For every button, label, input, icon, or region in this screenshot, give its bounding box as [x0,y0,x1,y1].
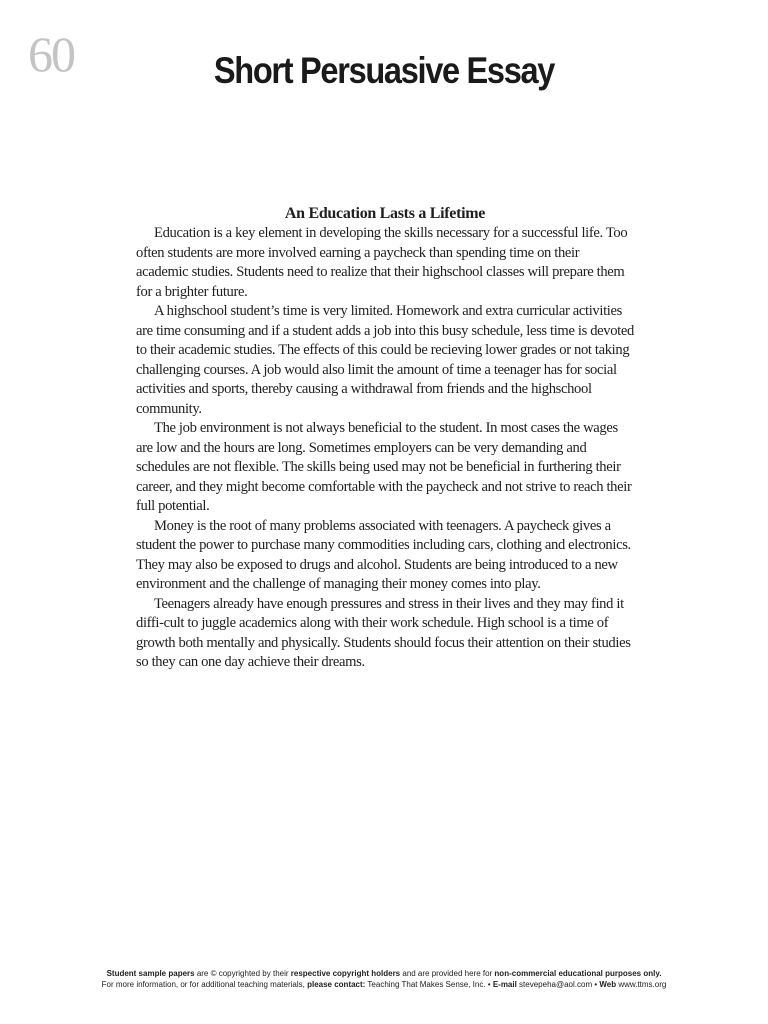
essay-paragraph-2: A highschool student’s time is very limited. Homework and extra curricular activities are time consuming and if a student adds a job into this busy schedule, less time is devoted to their academic studies. The effects of this could be recieving lower grades or not taking challenging courses. A job would also limit the amount of time a teenager has for social activities and sports, thereby causing a withdrawal from friends and the highschool community. [136,303,634,417]
essay-paragraph-1: Education is a key element in developing the skills necessary for a successful life. Too often students are more involved earning a paycheck than spending time on their academic studies. Students need to realize that their highschool classes will prepare them for a brighter future. [136,225,628,300]
footer-line-1 [0,968,768,979]
footer-line2-bold-2: E-mail [492,980,517,989]
footer-line-2 [0,979,768,990]
essay-title: An Education Lasts a Lifetime [284,205,486,222]
footer-line1-text-1: are © copyrighted by their [194,969,291,978]
page-number: 60 [28,26,74,82]
footer-line1-bold-1: Student sample papers [106,969,195,978]
essay [136,204,634,673]
essay-paragraph-5: Teenagers already have enough pressures and stress in their lives and they may find it diffi-cult to juggle academics along with their work schedule. High school is a time of growth both mentally and physically. Students should focus their attention on their studies so they can one day achieve their dreams. [136,595,631,670]
footer-line2-text-2: Teaching That Makes Sense, Inc. • [365,980,493,989]
page-title: Short Persuasive Essay [213,50,555,91]
footer-line2-bold-3: Web [599,980,617,989]
essay-paragraph-4: Money is the root of many problems associated with teenagers. A paycheck gives a student the power to purchase many commodities including cars, clothing and electronics. They may also be exposed to drugs and alcohol. Students are being introduced to a new environment and the challenge of managing their money comes into play. [136,517,631,592]
footer-line2-text-4: www.ttms.org [616,980,667,989]
footer-line2-text-3: stevepeha@aol.com • [516,980,600,989]
footer-line1-bold-3: non-commercial educational purposes only. [494,969,662,978]
copyright-footer [0,968,768,990]
essay-paragraph-3: The job environment is not always beneficial to the student. In most cases the wages are low and the hours are long. Sometimes employers can be very demanding and schedules are not flexible. The skills being used may not be beneficial in furthering their career, and they might become comfortable with the paycheck and not strive to reach their full potential. [136,420,632,514]
footer-line2-text-1: For more information, or for additional teaching materials, [101,980,308,989]
footer-line1-bold-2: respective copyright holders [290,969,401,978]
footer-line2-bold-1: please contact: [307,980,366,989]
footer-line1-text-2: and are provided here for [400,969,495,978]
